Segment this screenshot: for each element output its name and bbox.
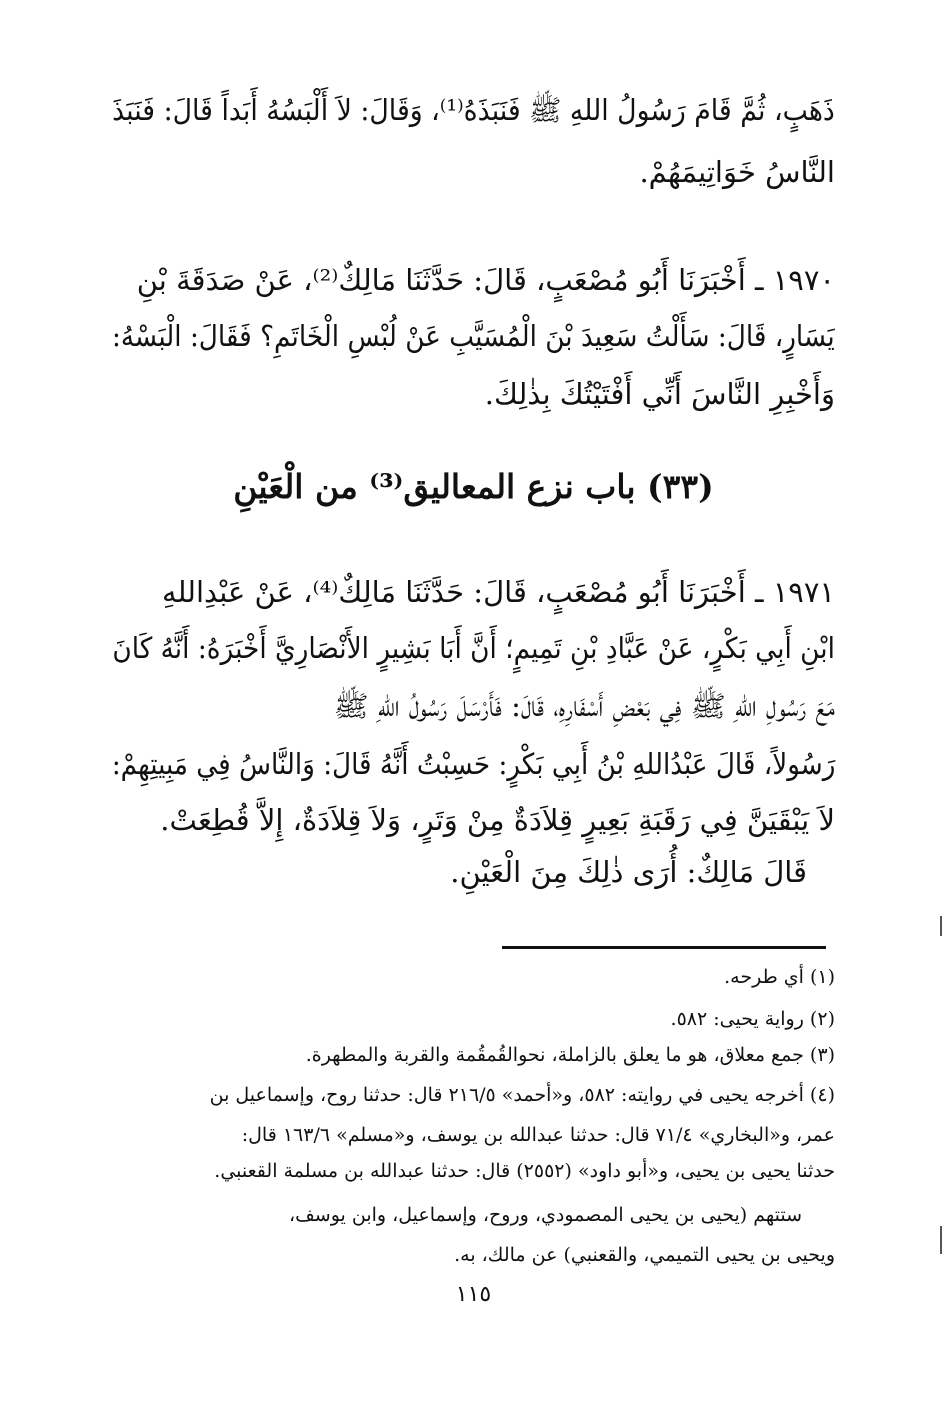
scan-edge-mark [940,1226,942,1254]
para2-line-2: يَسَارٍ، قَالَ: سَأَلْتُ سَعِيدَ بْنَ الْمُسَيَّبِ عَنْ لُبْسِ الْخَاتَمِ؟ فَقَالَ: الْبَسْهُ: [112,319,835,353]
footnote-3: (٣) جمع معلاق، هو ما يعلق بالزاملة، نحوالقُمقُمة والقربة والمطهرة. [305,1044,835,1066]
para3-line-5: لاَ يَبْقَيَنَّ فِي رَقَبَةِ بَعِيرٍ قِلاَدَةٌ مِنْ وَتَرٍ، وَلاَ قِلاَدَةٌ، إِلاَّ قُطِعَتْ. [160,803,835,837]
footnote-4-line-4: ستتهم (يحيى بن يحيى المصمودي، وروح، وإسماعيل، وابن يوسف، [289,1204,802,1226]
footnote-1: (١) أي طرحه. [724,966,835,988]
para3-line-1: ١٩٧١ ـ أَخْبَرَنَا أَبُو مُصْعَبٍ، قَالَ: حَدَّثَنَا مَالِكٌ⁽⁴⁾، عَنْ عَبْدِاللهِ [162,575,835,609]
para3-line-2: ابْنِ أَبِي بَكْرٍ، عَنْ عَبَّادِ بْنِ تَمِيمٍ؛ أَنَّ أَبَا بَشِيرٍ الأَنْصَارِيَّ أَخْبَرَهُ: أَنَّهُ كَانَ [112,631,835,665]
para1-line-1: ذَهَبٍ، ثُمَّ قَامَ رَسُولُ اللهِ ﷺ فَنَبَذَهُ⁽¹⁾، وَقَالَ: لاَ أَلْبَسُهُ أَبَداً قَالَ: فَنَبَذَ [112,93,835,127]
para2-line-1: ١٩٧٠ ـ أَخْبَرَنَا أَبُو مُصْعَبٍ، قَالَ: حَدَّثَنَا مَالِكٌ⁽²⁾، عَنْ صَدَقَةَ بْنِ [136,263,835,297]
page-number: ١١٥ [455,1282,492,1307]
para3-line-6: قَالَ مَالِكٌ: أُرَى ذٰلِكَ مِنَ الْعَيْنِ. [450,855,807,889]
para2-line-3: وَأَخْبِرِ النَّاسَ أَنِّي أَفْتَيْتُكَ بِذٰلِكَ. [484,377,835,411]
footnote-2: (٢) رواية يحيى: ٥٨٢. [670,1008,835,1030]
footnote-separator [502,946,826,949]
para3-line-4: رَسُولاً، قَالَ عَبْدُاللهِ بْنُ أَبِي بَكْرٍ: حَسِبْتُ أَنَّهُ قَالَ: وَالنَّاسُ فِي مَبِيتِهِمْ: [111,747,835,781]
footnote-4-line-1: (٤) أخرجه يحيى في روايته: ٥٨٢، و«أحمد» ٢١٦/٥ قال: حدثنا روح، وإسماعيل بن [209,1084,835,1106]
para1-line-2: النَّاسُ خَوَاتِيمَهُمْ. [639,155,835,189]
para3-line-3: مَعَ رَسُولِ اللهِ ﷺ فِي بَعْضِ أَسْفَارِهِ، قَالَ: فَأَرْسَلَ رَسُولُ اللهِ ﷺ [333,689,835,723]
footnote-4-line-2: عمر، و«البخاري» ٧١/٤ قال: حدثنا عبدالله بن يوسف، و«مسلم» ١٦٣/٦ قال: [241,1124,835,1146]
chapter-heading: (٣٣) باب نزع المعاليق⁽³⁾ من الْعَيْنِ [233,467,714,506]
footnote-4-line-5: ويحيى بن يحيى التميمي، والقعنبي) عن مالك، به. [454,1244,835,1266]
footnote-4-line-3: حدثنا يحيى بن يحيى، و«أبو داود» (٢٥٥٢) قال: حدثنا عبدالله بن مسلمة القعنبي. [214,1160,835,1182]
scan-edge-mark [940,916,942,936]
